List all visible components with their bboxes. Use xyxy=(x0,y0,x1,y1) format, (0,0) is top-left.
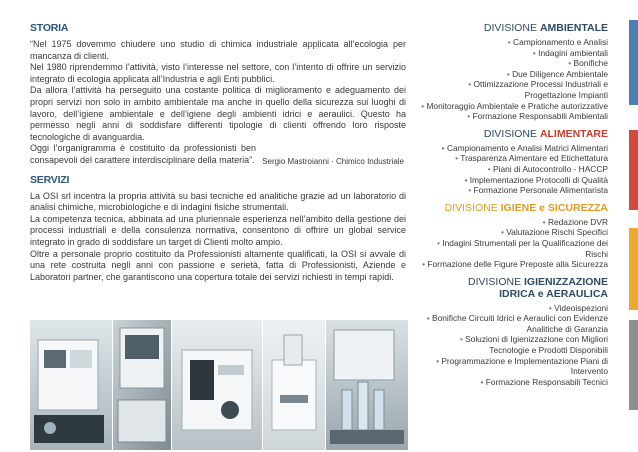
division-alimentare-title xyxy=(420,128,608,140)
list-item: • Soluzioni di Igienizzazione con Migliori Tecnologie e Prodotti Disponibili xyxy=(420,334,608,355)
division-prefix: DIVISIONE xyxy=(483,22,540,34)
left-column xyxy=(30,22,406,283)
list-item: • Bonifiche Circuiti Idrici e Aeraulici con Evidenze Analitiche di Garanzia xyxy=(420,313,608,334)
division-igienizzazione xyxy=(420,276,608,388)
division-igiene-title xyxy=(420,202,608,214)
list-item: • Bonifiche xyxy=(420,58,608,69)
bar-igienizzazione xyxy=(629,320,638,410)
servizi-heading: SERVIZI xyxy=(30,173,70,186)
division-igiene-list xyxy=(420,217,608,270)
division-name: IGIENE e SICUREZZA xyxy=(500,201,608,214)
lab-photo-collage xyxy=(30,320,408,450)
division-prefix: DIVISIONE xyxy=(444,201,501,214)
servizi-paragraph: Oltre a personale proprio costituito da Professionisti altamente qualificati, la OSI si avvale di una rete costruita negli anni con passione e serietà, fatta di Professionisti, Aziende e Laboratori partner, che garantiscono una copertura totale dei servizi richiesti in tempi rapidi. xyxy=(30,248,406,282)
list-item: • Formazione Personale Alimentarista xyxy=(420,185,608,196)
list-item: • Implementazione Protocolli di Qualità xyxy=(420,175,608,186)
list-item: • Campionamento e Analisi xyxy=(420,37,608,48)
servizi-paragraph: La competenza tecnica, abbinata ad una pluriennale esperienza nell’ambito della gestione dei processi industriali e della consulenza normativa, consentono di offrire un global service integrato in grado di soddisfare un target di Clienti molto ampio. xyxy=(30,213,406,247)
list-item: • Formazione delle Figure Preposte alla Sicurezza xyxy=(420,259,608,270)
division-ambientale-title xyxy=(420,22,608,34)
division-ambientale-list xyxy=(420,37,608,122)
division-color-bars xyxy=(629,0,638,452)
list-item: • Ottimizzazione Processi Industriali e Progettazione Impianti xyxy=(420,79,608,100)
bar-igiene xyxy=(629,228,638,310)
list-item: • Formazione Responsabili Ambientali xyxy=(420,111,608,122)
division-prefix: DIVISIONE xyxy=(467,275,524,288)
list-item: • Videoispezioni xyxy=(420,303,608,314)
servizi-paragraph: La OSI srl incentra la propria attività su basi tecniche ed analitiche grazie ad un laboratorio di analisi chimiche, microbiologiche e di indagini fisiche strumentali. xyxy=(30,190,406,213)
lab-photos-image xyxy=(30,320,408,450)
division-prefix: DIVISIONE xyxy=(483,127,540,140)
list-item: • Due Diligence Ambientale xyxy=(420,69,608,80)
signature: Sergio Mastroianni · Chimico Industriale xyxy=(262,156,404,166)
division-igienizzazione-list xyxy=(420,303,608,388)
division-alimentare xyxy=(420,128,608,196)
division-ambientale xyxy=(420,22,608,122)
list-item: • Redazione DVR xyxy=(420,217,608,228)
division-igienizzazione-title xyxy=(420,276,608,300)
storia-paragraph: Da allora l’attività ha perseguito una costante politica di miglioramento e adeguamento dei propri servizi non solo in ambito ambientale ma anche in quello della sicurezza sui luoghi di lavoro, dell’igiene ambientale e dell’igiene degli ambienti idrici e aeraulici. Questo ha permesso negli anni di soddisfare differenti tipologie di clienti offrendo loro risposte tecnologiche di avanguardia. xyxy=(30,85,406,142)
storia-paragraph: Nel 1980 riprendemmo l’attività, visto l’interesse nel settore, con l’intento di offrire un servizio integrato di ecologia applicata all’Industria e agli Enti pubblici. xyxy=(30,62,406,84)
list-item: • Monitoraggio Ambientale e Pratiche autorizzative xyxy=(420,101,608,112)
servizi-section xyxy=(30,174,406,284)
storia-text xyxy=(30,39,406,167)
division-name: AMBIENTALE xyxy=(539,22,608,34)
division-alimentare-list xyxy=(420,143,608,196)
list-item: • Trasparenza Aimentare ed Etichettatura xyxy=(420,153,608,164)
division-igiene xyxy=(420,202,608,270)
bar-alimentare xyxy=(629,130,638,210)
division-name: IGIENIZZAZIONE xyxy=(524,275,608,288)
division-name: ALIMENTARE xyxy=(539,127,608,140)
list-item: • Indagini Strumentali per la Qualificazione dei Rischi xyxy=(420,238,608,259)
bar-ambientale xyxy=(629,20,638,105)
list-item: • Piani di Autocontrollo - HACCP xyxy=(420,164,608,175)
list-item: • Indagini ambientali xyxy=(420,48,608,59)
storia-paragraph: “Nel 1975 dovemmo chiudere uno studio di chimica industriale applicata all’ecologia per mancanza di clienti. xyxy=(30,39,406,61)
right-column xyxy=(420,22,608,393)
list-item: • Campionamento e Analisi Matrici Alimentari xyxy=(420,143,608,154)
list-item: • Valutazione Rischi Specifici xyxy=(420,227,608,238)
division-name-line2: IDRICA e AERAULICA xyxy=(499,287,608,300)
list-item: • Formazione Responsabili Tecnici xyxy=(420,377,608,388)
storia-paragraph: Oggi l’organigramma è costituito da professionisti ben consapevoli del carattere interdisciplinare della materia”. xyxy=(30,143,256,165)
storia-heading: STORIA xyxy=(30,22,69,34)
list-item: • Programmazione e Implementazione Piani di Intervento xyxy=(420,356,608,377)
servizi-text xyxy=(30,191,406,284)
